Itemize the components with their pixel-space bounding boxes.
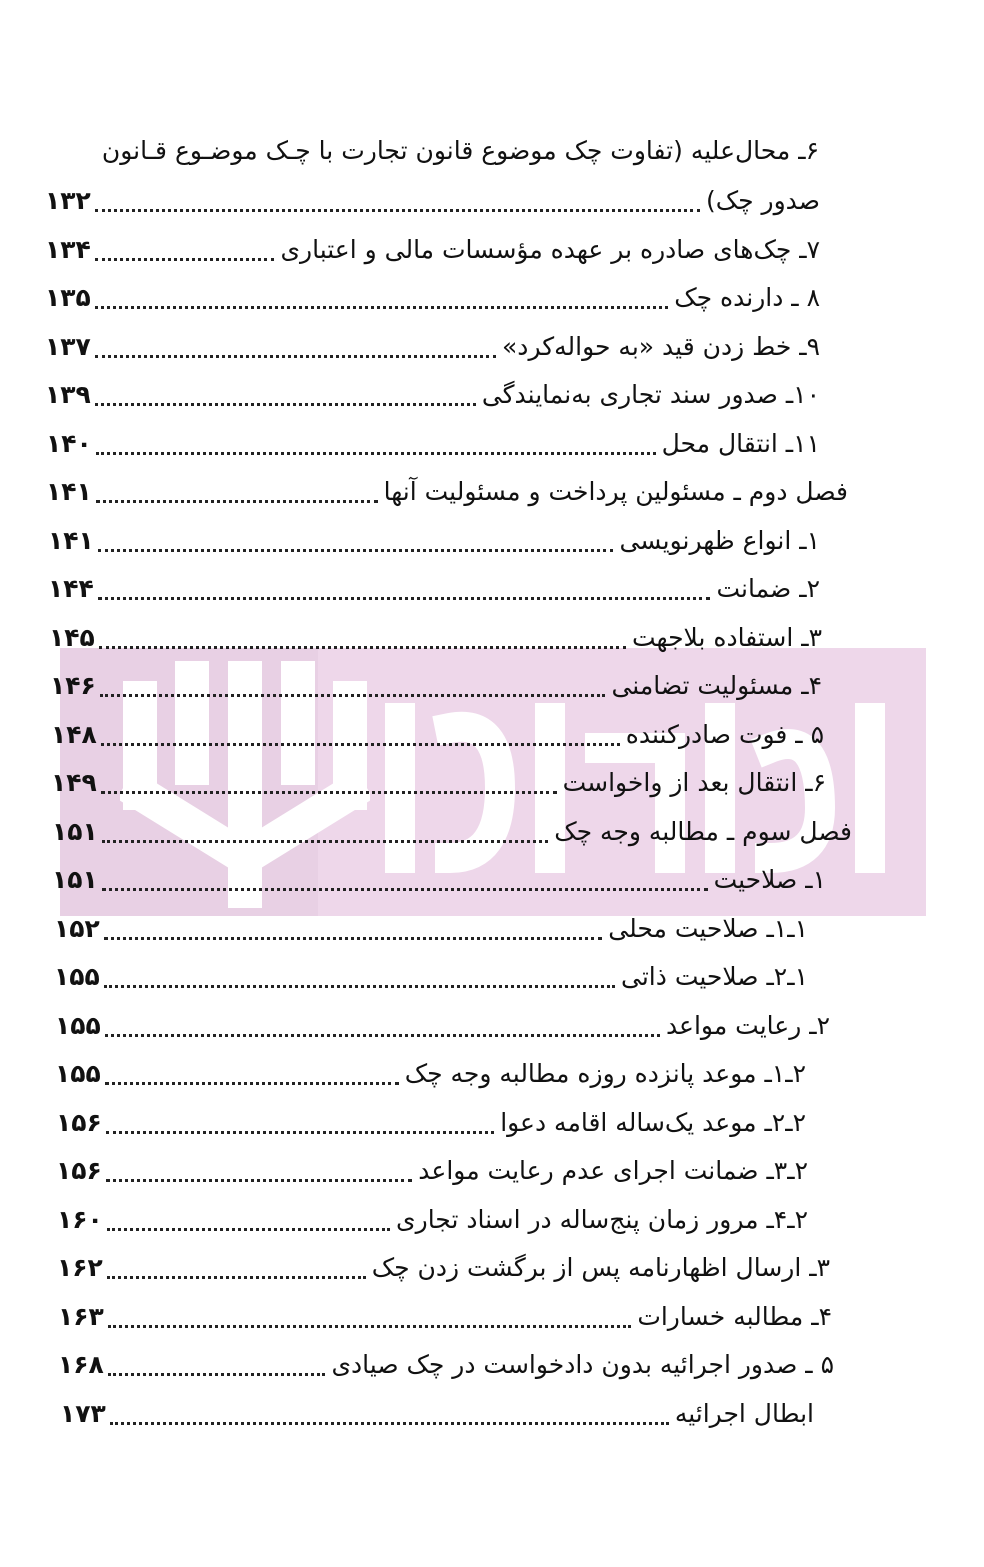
toc-entry-title: ۲ـ۴ـ مرور زمان پنج‌ساله در اسناد تجاری (396, 1204, 808, 1234)
toc-entry-page-number: ۱۳۷ (45, 331, 91, 361)
toc-entry (45, 178, 820, 224)
toc-entry (46, 469, 848, 515)
toc-entry-title: ۳ـ استفاده بلاجهت (632, 622, 822, 652)
toc-entry-page-number: ۱۴۱ (46, 477, 92, 506)
toc-entry-page-number: ۱۳۵ (45, 283, 91, 312)
toc-entry (57, 1245, 830, 1291)
toc-entry-title: ۱۰ـ صدور سند تجاری به‌نمایندگی (481, 380, 820, 409)
toc-entry-page-number: ۱۴۶ (50, 671, 96, 700)
toc-entry-title: ۱۱ـ انتقال محل (661, 428, 820, 458)
toc-entry-title: ۲ـ۲ـ موعد یک‌ساله اقامه دعوا (500, 1107, 806, 1137)
toc-entry (45, 372, 820, 418)
toc-entry-title: ۲ـ۱ـ موعد پانزده روزه مطالبه وجه چک (404, 1059, 806, 1088)
toc-entry-page-number: ۱۵۱ (52, 816, 98, 846)
toc-entry-page-number: ۱۵۶ (56, 1107, 102, 1137)
dot-leader (102, 888, 708, 891)
toc-entry-title: ۶ـ انتقال بعد از واخواست (562, 768, 826, 797)
toc-entry-title: ۲ـ رعایت مواعد (665, 1010, 830, 1040)
toc-entry (48, 566, 820, 612)
toc-entry-title: ۷ـ چک‌های صادره بر عهده مؤسسات مالی و اعتباری (280, 234, 820, 264)
toc-entry-title: ۴ـ مطالبه خسارات (637, 1301, 832, 1331)
dot-leader (108, 1325, 632, 1328)
toc-entry (51, 712, 824, 758)
toc-entry-page-number: ۱۷۳ (60, 1398, 106, 1428)
toc-entry-title: ۱ـ انواع ظهرنویسی (619, 525, 820, 555)
toc-entry (49, 615, 822, 661)
dot-leader (95, 258, 275, 261)
toc-entry-title: ابطال اجرائیه (674, 1398, 814, 1428)
toc-entry-page-number: ۱۴۸ (51, 719, 97, 749)
dot-leader (101, 743, 620, 746)
toc-entry (52, 809, 852, 855)
dot-leader (99, 646, 626, 649)
toc-entry-page-number: ۱۴۱ (48, 525, 94, 555)
toc-entry-title: ۵ ـ فوت صادرکننده (625, 719, 824, 749)
dot-leader (98, 549, 614, 552)
toc-entry-page-number: ۱۳۴ (45, 234, 91, 264)
toc-entry-title: ۱ـ۲ـ صلاحیت ذاتی (621, 962, 808, 991)
toc-entry-title: ۲ـ ضمانت (716, 574, 820, 603)
toc-entry-page-number: ۱۵۶ (56, 1156, 102, 1185)
toc-entry-title: ۳ـ ارسال اظهارنامه پس از برگشت زدن چک (371, 1253, 830, 1282)
toc-entry (46, 421, 820, 467)
dot-leader (102, 840, 548, 843)
dot-leader (106, 1179, 413, 1182)
toc-entry-title: ۹ـ خط زدن قید «به حواله‌کرد» (502, 331, 820, 361)
toc-entry (45, 227, 820, 273)
toc-entry (57, 1197, 808, 1243)
toc-entry-page-number: ۱۵۱ (52, 865, 98, 894)
dot-leader (101, 791, 557, 794)
toc-entry (45, 324, 820, 370)
toc-entry-title: ۲ـ۳ـ ضمانت اجرای عدم رعایت مواعد (418, 1156, 808, 1185)
dot-leader (96, 452, 656, 455)
dot-leader (110, 1422, 669, 1425)
toc-entry-page-number: ۱۴۰ (46, 428, 92, 458)
toc-entry-title: ۵ ـ صدور اجرائیه بدون دادخواست در چک صیادی (331, 1350, 834, 1379)
toc-entry (54, 954, 808, 1000)
dot-leader (106, 1131, 494, 1134)
toc-entry-title: ۴ـ مسئولیت تضامنی (611, 671, 822, 700)
toc-entry-title-continued: ۶ـ محال‌علیه (تفاوت چک موضوع قانون تجارت با چـک موضـوع قـانون (101, 136, 819, 165)
dot-leader (96, 500, 378, 503)
toc-entry (56, 1100, 806, 1146)
dot-leader (95, 306, 668, 309)
toc-entry-page-number: ۱۶۰ (57, 1204, 103, 1234)
toc-entry (50, 663, 822, 709)
toc-entry (60, 1391, 814, 1437)
dot-leader (104, 937, 602, 940)
dot-leader (100, 694, 606, 697)
toc-entry-page-number: ۱۶۲ (57, 1253, 103, 1282)
toc-entry (56, 1148, 808, 1194)
toc-entry-title: فصل سوم ـ مطالبه وجه چک (554, 816, 852, 846)
dot-leader (95, 209, 700, 212)
toc-entry-page-number: ۱۴۴ (48, 574, 94, 603)
toc-entry-page-number: ۱۵۵ (55, 1059, 101, 1088)
toc-entry-page-number: ۱۶۳ (58, 1301, 104, 1331)
toc-entry-page-number: ۱۴۵ (49, 622, 95, 652)
toc-entry (58, 1294, 832, 1340)
dot-leader (98, 597, 711, 600)
toc-entry (55, 1051, 806, 1097)
dot-leader (108, 1373, 326, 1376)
toc-entry (58, 1342, 834, 1388)
dot-leader (95, 355, 496, 358)
toc-entry (48, 518, 820, 564)
toc-entry-title: ۸ ـ دارنده چک (674, 283, 820, 312)
toc-entry-page-number: ۱۳۹ (45, 380, 91, 409)
toc-entry-title: فصل دوم ـ مسئولین پرداخت و مسئولیت آنها (383, 477, 848, 506)
dot-leader (105, 1034, 660, 1037)
toc-entry-title: ۱ـ صلاحیت (713, 865, 826, 894)
toc-entry (54, 906, 808, 952)
toc-entry-title: صدور چک) (705, 186, 820, 215)
dot-leader (107, 1228, 390, 1231)
toc-entry (52, 857, 826, 903)
toc-entry-page-number: ۱۵۵ (55, 1010, 101, 1040)
toc-entry-page-number: ۱۶۸ (58, 1350, 104, 1379)
toc-entry (45, 275, 820, 321)
dot-leader (104, 985, 615, 988)
toc-entry-title: ۱ـ۱ـ صلاحیت محلی (608, 913, 808, 943)
dot-leader (105, 1082, 399, 1085)
toc-entry (51, 760, 826, 806)
toc-entry-page-number: ۱۴۹ (51, 768, 97, 797)
toc-entry-page-number: ۱۵۲ (54, 913, 100, 943)
toc-entry-page-number: ۱۵۵ (54, 962, 100, 991)
toc-entry-page-number: ۱۳۲ (45, 186, 91, 215)
toc-entry (55, 1003, 830, 1049)
dot-leader (107, 1276, 366, 1279)
dot-leader (95, 403, 476, 406)
